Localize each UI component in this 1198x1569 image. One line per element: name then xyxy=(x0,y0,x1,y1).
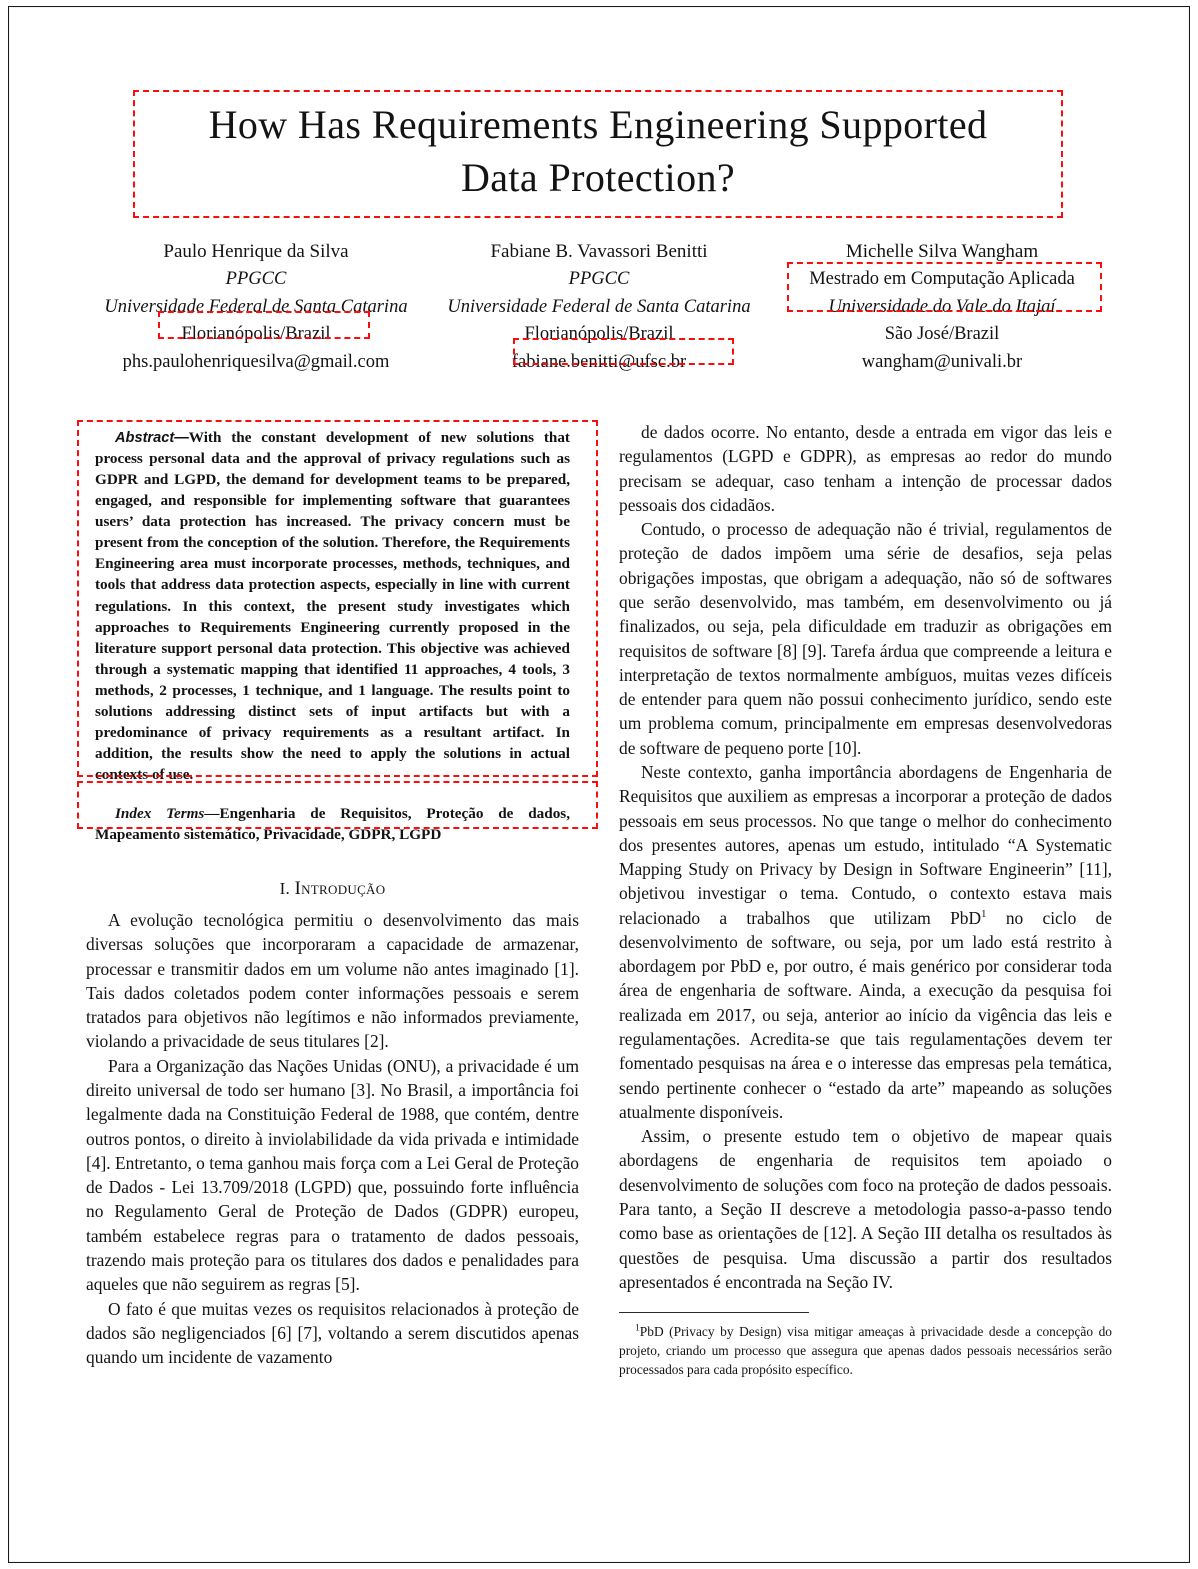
paragraph: Contudo, o processo de adequação não é trivial, regulamentos de proteção de dados impõem uma série de desafios, seja pelas obrigações impostas, que obrigam a adequação, não só de softwares que serão desenvolvido, mas também, em desenvolvimento ou já finalizados, ou seja, pela dificuldade em traduzir as obrigações em requisitos de software [8] [9]. Tarefa árdua que compreende a leitura e interpretação de textos normalmente ambíguos, muitas vezes difíceis de entender para quem não possui conhecimento jurídico, sendo este um problema comum, principalmente em empresas desenvolvedoras de software de pequeno porte [10]. xyxy=(619,519,1112,758)
paragraph-with-footnote-ref xyxy=(619,760,1112,1124)
footnote-text xyxy=(619,1322,1112,1379)
author-entry-3 xyxy=(772,238,1112,377)
author-name: Paulo Henrique da Silva xyxy=(163,241,349,262)
author-program: Mestrado em Computação Aplicada xyxy=(809,269,1075,290)
author-entry-2 xyxy=(429,238,769,377)
author-email: wangham@univali.br xyxy=(861,351,1023,372)
footnote-reference-marker: 1 xyxy=(981,907,987,920)
left-column xyxy=(86,420,579,1379)
paragraph-text-after-ref: no ciclo de desenvolvimento de software, ou seja, por um lado está restrito à abordagem por PbD e, por outro, é mais genérico por considerar toda área de engenharia de software. Ainda, a execução da pesquisa foi realizada em 2017, ou seja, anterior ao início da vigência das leis e regulamentações. Acredita-se que tais regulamentações devem ter fomentado pesquisas na área e o interesse das empresas pela temática, sendo pertinente conhecer o “estado da arte” mapeando as soluções atualmente disponíveis. xyxy=(619,907,1112,1122)
paragraph: de dados ocorre. No entanto, desde a entrada em vigor das leis e regulamentos (LGPD e GDPR), as empresas ao redor do mundo precisam se adequar, caso tenham a intenção de processar dados pessoais dos cidadãos. xyxy=(619,422,1112,515)
paper-title-line-2: Data Protection? xyxy=(460,155,736,201)
footnote-marker: 1 xyxy=(635,1322,640,1334)
author-block xyxy=(86,238,1112,377)
paragraph: A evolução tecnológica permitiu o desenvolvimento das mais diversas soluções que incorporaram a capacidade de armazenar, processar e transmitir dados em um volume não antes imaginado [1]. Tais dados coletados podem conter informações pessoais e serem tratados para objetivos não legítimos e não informados previamente, violando a privacidade de seus titulares [2]. xyxy=(86,910,579,1052)
author-city: São José/Brazil xyxy=(884,324,1000,345)
paragraph: O fato é que muitas vezes os requisitos relacionados à proteção de dados são negligenciados [6] [7], voltando a serem discutidos apenas quando um incidente de vazamento xyxy=(86,1298,579,1368)
abstract-label: Abstract— xyxy=(115,430,189,446)
paper-title-line-1: How Has Requirements Engineering Supported xyxy=(208,102,988,147)
abstract-section xyxy=(86,420,579,791)
author-email: phs.paulohenriquesilva@gmail.com xyxy=(122,351,390,372)
index-terms-section xyxy=(86,797,579,851)
section-number: I. xyxy=(279,879,291,899)
paper-title-block xyxy=(133,92,1063,212)
paragraph-text-before-ref: Neste contexto, ganha importância abordagens de Engenharia de Requisitos que auxiliem as empresas a incorporar a proteção de dados pessoais em seus processos. No que tange o melhor do conhecimento dos presentes autores, apenas um estudo, intitulado “A Systematic Mapping Study on Privacy by Design in Software Engineerin” [11], objetivou investigar o tema. Contudo, o contexto estava mais relacionado a trabalhos que utilizam PbD xyxy=(619,761,1112,928)
body-columns xyxy=(86,420,1112,1379)
author-program: PPGCC xyxy=(225,269,287,290)
section-title: Introdução xyxy=(294,879,386,900)
page-title xyxy=(133,92,1063,212)
author-name: Michelle Silva Wangham xyxy=(845,241,1039,262)
footnote-body: PbD (Privacy by Design) visa mitigar ameaças à privacidade desde a concepção do projeto, criando um processo que assegura que apenas dados pessoais necessários serão processados para cada propósito específico. xyxy=(619,1324,1112,1378)
author-email: fabiane.benitti@ufsc.br xyxy=(511,351,687,372)
abstract-text: With the constant development of new solutions that process personal data and the approval of privacy regulations such as GDPR and LGPD, the demand for development teams to be prepared, engaged, and responsible for implementing software that guarantees users’ data protection has increased. The privacy concern must be present from the conception of the solution. Therefore, the Requirements Engineering area must incorporate processes, methods, techniques, and tools that address data protection aspects, especially in line with current regulations. In this context, the present study investigates which approaches to Requirements Engineering currently proposed in the literature support personal data protection. This objective was achieved through a systematic mapping that identified 11 approaches, 4 tools, 3 methods, 2 processes, 1 technique, and 1 language. The results point to solutions addressing distinct sets of input artifacts but with a predominance of privacy requirements as a resultant artifact. In addition, the results show the need to apply the solutions in actual contexts of use. xyxy=(95,429,570,783)
author-city: Florianópolis/Brazil xyxy=(181,324,331,345)
index-terms-text: Engenharia de Requisitos, Proteção de dados, Mapeamento sistemático, Privacidade, GDPR, LGPD xyxy=(95,804,570,843)
author-city: Florianópolis/Brazil xyxy=(524,324,674,345)
paragraph: Assim, o presente estudo tem o objetivo de mapear quais abordagens de engenharia de requisitos tem apoiado o desenvolvimento de soluções com foco na proteção de dados pessoais. Para tanto, a Seção II descreve a metodologia passo-a-passo tendo como base as orientações de [12]. A Seção III detalha os resultados às questões de pesquisa. Uma discussão a partir dos resultados apresentados é encontrada na Seção IV. xyxy=(619,1126,1112,1292)
paragraph: Para a Organização das Nações Unidas (ONU), a privacidade é um direito universal de todo ser humano [3]. No Brasil, a importância foi legalmente dada na Constituição Federal de 1988, que contém, dentre outros pontos, o direito à inviolabilidade da vida privada e intimidade [4]. Entretanto, o tema ganhou mais força com a Lei Geral de Proteção de Dados - Lei 13.709/2018 (LGPD) que, possuindo forte influência no Regulamento Geral de Proteção de Dados (GDPR) europeu, também estabelece regras para o tratamento de dados pessoais, trazendo mais proteção para os titulares dos dados e penalidades para aqueles que não seguirem as regras [5]. xyxy=(86,1055,579,1295)
right-column xyxy=(619,420,1112,1379)
author-institution: Universidade Federal de Santa Catarina xyxy=(447,296,751,317)
author-institution: Universidade Federal de Santa Catarina xyxy=(104,296,408,317)
author-program: PPGCC xyxy=(568,269,630,290)
footnote-separator-rule xyxy=(619,1312,809,1313)
author-institution: Universidade do Vale do Itajaí xyxy=(828,296,1056,317)
author-name: Fabiane B. Vavassori Benitti xyxy=(490,241,708,262)
index-terms-label: Index Terms— xyxy=(115,804,220,822)
author-entry-1 xyxy=(86,238,426,377)
section-heading-introduction xyxy=(86,879,579,900)
